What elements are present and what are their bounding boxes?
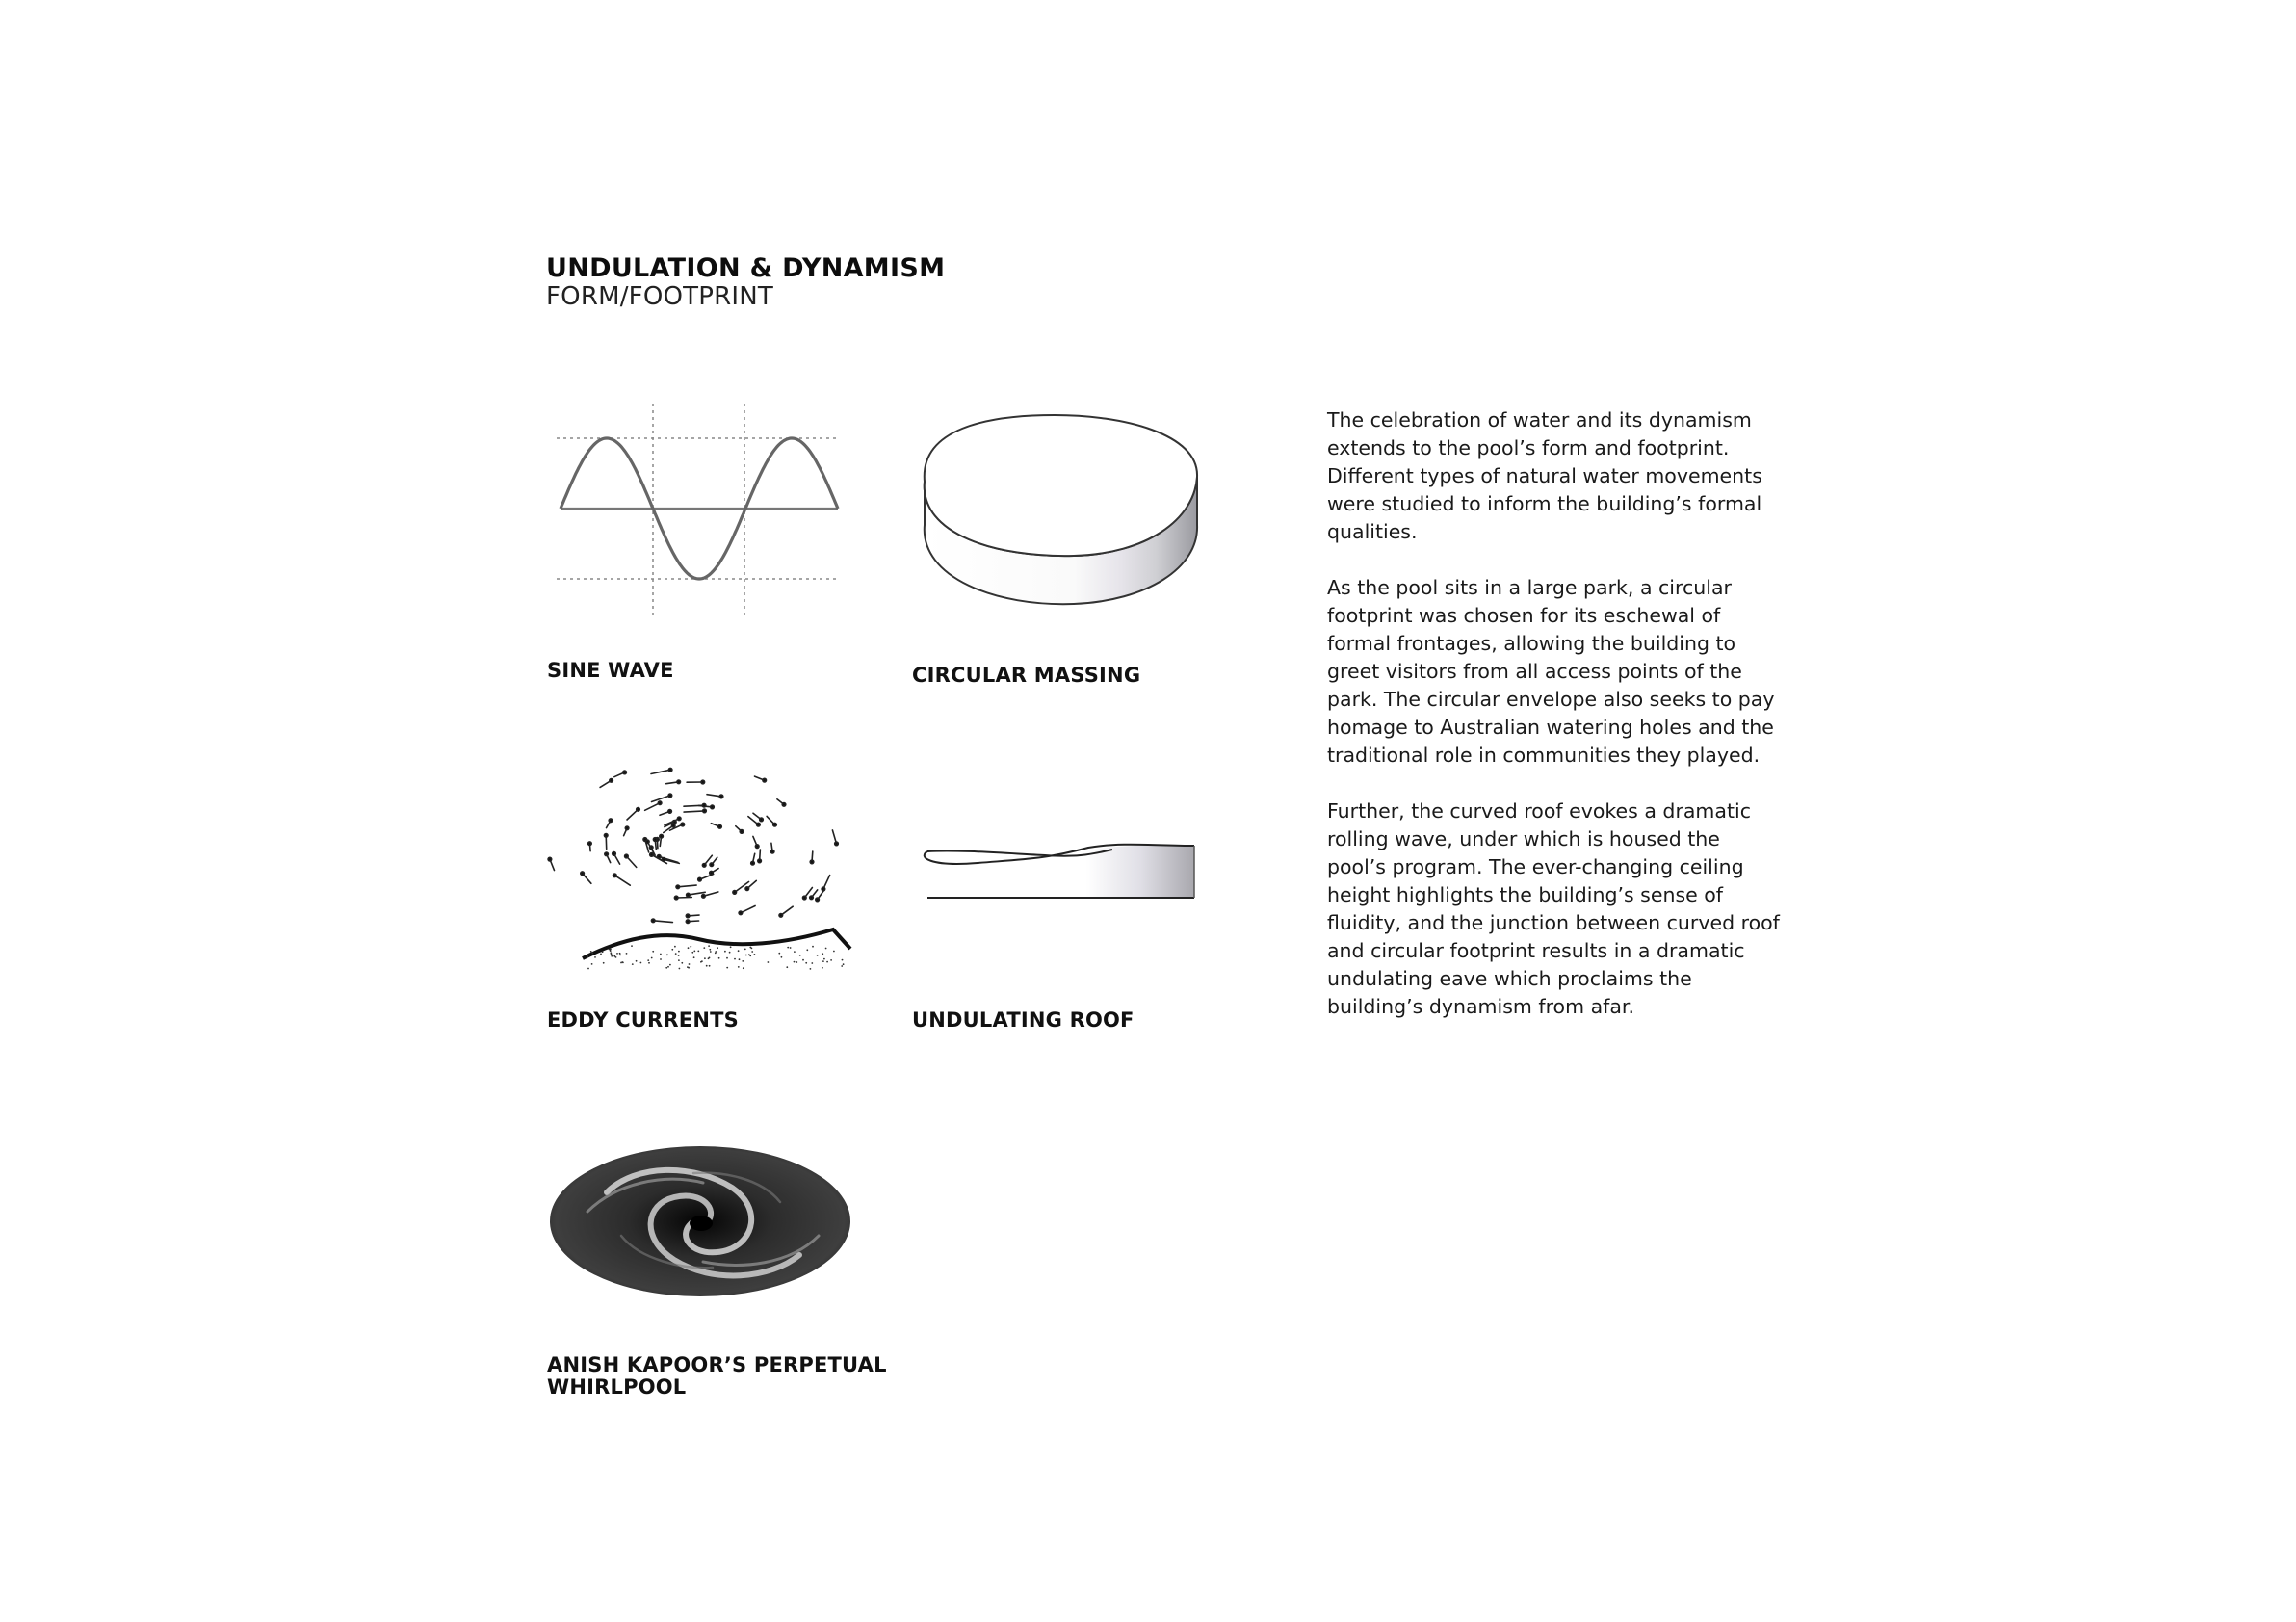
- eddy-arrowhead: [548, 857, 552, 861]
- eddy-arrowhead: [643, 838, 647, 842]
- ground-stipple: [631, 945, 633, 947]
- ground-stipple: [648, 962, 650, 964]
- ground-stipple: [754, 954, 756, 955]
- body-text: [1327, 406, 1780, 1049]
- ground-stipple: [619, 955, 621, 956]
- eddy-arrowhead: [609, 819, 613, 823]
- ground-stipple: [708, 945, 710, 947]
- ground-stipple: [794, 951, 796, 953]
- ground-stipple: [678, 955, 680, 956]
- ground-stipple: [790, 947, 792, 949]
- eddy-arrow: [678, 885, 696, 887]
- eddy-arrowhead: [677, 817, 681, 821]
- eddy-arrowhead: [660, 834, 664, 838]
- ground-stipple: [610, 950, 612, 952]
- ground-stipple: [810, 968, 812, 970]
- eddy-arrowhead: [733, 891, 737, 895]
- ground-stipple: [823, 958, 825, 960]
- ground-stipple: [687, 966, 689, 968]
- eddy-arrow: [614, 876, 630, 885]
- eddy-arrowhead: [701, 780, 705, 784]
- eddy-arrowhead: [758, 859, 762, 863]
- ground-stipple: [726, 957, 728, 959]
- ground-stipple: [665, 967, 667, 969]
- eddy-arrowhead: [651, 919, 655, 923]
- ground-stipple: [729, 952, 731, 954]
- ground-stipple: [671, 949, 673, 951]
- ground-stipple: [724, 951, 726, 953]
- caption-whirlpool-line2: WHIRLPOOL: [547, 1375, 687, 1399]
- ground-stipple: [675, 953, 677, 955]
- caption-eddy-currents: EDDY CURRENTS: [547, 1008, 739, 1032]
- ground-stipple: [614, 955, 616, 957]
- ground-stipple: [674, 946, 676, 948]
- ground-stipple: [806, 949, 808, 951]
- ground-stipple: [781, 956, 783, 958]
- eddy-arrowhead: [668, 794, 672, 798]
- ground-stipple: [748, 954, 750, 955]
- eddy-currents-sketch: [544, 742, 857, 973]
- ground-stipple: [609, 949, 611, 951]
- eddy-arrowhead: [702, 864, 706, 868]
- eddy-arrowhead: [751, 861, 755, 865]
- ground-stipple: [690, 946, 691, 948]
- eddy-arrowhead: [718, 825, 722, 829]
- eddy-arrowhead: [657, 855, 661, 859]
- eddy-arrowhead: [703, 809, 707, 813]
- eddy-arrowhead: [676, 885, 680, 889]
- eddy-arrowhead: [588, 842, 592, 846]
- ground-stipple: [626, 953, 628, 955]
- ground-stipple: [799, 955, 801, 956]
- eddy-arrowhead: [773, 823, 777, 826]
- ground-stipple: [669, 964, 671, 966]
- eddy-arrowhead: [810, 896, 814, 900]
- ground-stipple: [636, 960, 638, 962]
- ground-stipple: [822, 953, 823, 955]
- ground-stipple: [603, 962, 605, 964]
- ground-stipple: [739, 958, 741, 960]
- caption-undulating-roof: UNDULATING ROOF: [912, 1008, 1135, 1032]
- page-heading: [546, 254, 945, 310]
- eddy-arrowhead: [779, 914, 783, 918]
- body-paragraph-3: Further, the curved roof evokes a dramatic rolling wave, under which is housed the pool’s program. The ever-changing ceiling height highlights the building’s sense of fluidity, and the junction between curved roof and circular footprint results in a dramatic undulating eave which proclaims the building’s dynamism from afar.: [1327, 799, 1780, 1018]
- ground-stipple: [660, 958, 662, 960]
- eddy-arrowhead: [637, 808, 640, 812]
- ground-stipple: [700, 961, 702, 963]
- ground-stipple: [718, 957, 720, 959]
- ground-stipple: [805, 962, 807, 964]
- eddy-arrowhead: [803, 896, 807, 900]
- ground-stipple: [591, 953, 593, 955]
- ground-stipple: [647, 959, 649, 961]
- body-paragraph-1: The celebration of water and its dynamism extends to the pool’s form and footprint. Different types of natural water movements were studied to inform the building’s formal qualities.: [1327, 408, 1762, 543]
- ground-stipple: [688, 947, 690, 949]
- eddy-arrowhead: [745, 887, 749, 891]
- ground-stipple: [709, 949, 711, 951]
- ground-stipple: [751, 951, 753, 953]
- ground-stipple: [611, 955, 613, 957]
- ground-stipple: [706, 965, 708, 967]
- ground-stipple: [768, 961, 770, 963]
- ground-stipple: [830, 959, 832, 961]
- caption-whirlpool: [547, 1354, 887, 1399]
- eddy-arrow: [684, 805, 704, 806]
- ground-stipple: [717, 947, 718, 949]
- ground-stipple: [833, 951, 835, 953]
- ground-stipple: [703, 947, 705, 949]
- eddy-arrowhead: [760, 818, 764, 822]
- ground-stipple: [709, 957, 711, 959]
- page-title: UNDULATION & DYNAMISM: [546, 253, 946, 283]
- eddy-arrowhead: [581, 872, 585, 876]
- ground-stipple: [689, 963, 691, 965]
- page-subtitle: FORM/FOOTPRINT: [546, 282, 773, 311]
- ground-stipple: [594, 956, 596, 958]
- ground-stipple: [693, 951, 695, 953]
- eddy-arrowhead: [719, 795, 723, 798]
- ground-stipple: [652, 951, 654, 953]
- eddy-arrowhead: [816, 898, 820, 902]
- ground-stipple: [817, 955, 819, 956]
- ground-stipple: [841, 965, 843, 967]
- ground-stipple: [710, 951, 712, 953]
- eddy-arrowhead: [625, 826, 629, 830]
- ground-stipple: [678, 951, 680, 953]
- eddy-arrowhead: [686, 920, 690, 924]
- eddy-arrowhead: [711, 805, 715, 809]
- eddy-arrowhead: [782, 803, 786, 807]
- eddy-arrowhead: [681, 823, 685, 826]
- ground-stipple: [749, 947, 751, 949]
- eddy-arrowhead: [755, 845, 759, 849]
- ground-stipple: [678, 959, 680, 961]
- ground-stipple: [749, 955, 751, 957]
- ground-stipple: [786, 966, 788, 968]
- ground-stipple: [822, 960, 824, 962]
- ground-stipple: [611, 954, 613, 955]
- eddy-arrowhead: [650, 853, 654, 857]
- eddy-arrowhead: [610, 779, 613, 783]
- ground-stipple: [734, 958, 736, 960]
- ground-stipple: [812, 946, 814, 948]
- ground-stipple: [778, 953, 780, 955]
- ground-stipple: [587, 968, 589, 970]
- ground-stipple: [843, 963, 845, 965]
- ground-stipple: [822, 967, 823, 969]
- ground-stipple: [590, 951, 592, 953]
- eddy-arrowhead: [613, 874, 617, 877]
- eddy-arrowhead: [835, 842, 839, 846]
- ground-stipple: [591, 963, 593, 965]
- eddy-arrowhead: [702, 895, 706, 899]
- eddy-arrowhead: [810, 860, 814, 864]
- ground-stipple: [632, 963, 634, 965]
- ground-stipple: [726, 967, 728, 969]
- eddy-arrowhead: [613, 852, 616, 856]
- ground-stipple: [802, 959, 804, 961]
- ground-stipple: [697, 951, 699, 953]
- ground-stipple: [709, 965, 711, 967]
- eddy-arrowhead: [605, 852, 609, 856]
- ground-stipple: [602, 951, 604, 953]
- whirlpool-photo: [549, 1144, 852, 1298]
- ground-stipple: [693, 956, 695, 958]
- ground-stipple: [704, 957, 706, 959]
- ground-stipple: [587, 955, 588, 957]
- ground-stipple: [660, 954, 662, 955]
- eddy-arrowhead: [686, 914, 690, 918]
- caption-sine-wave: SINE WAVE: [547, 659, 674, 682]
- ground-stipple: [715, 953, 717, 955]
- eddy-arrowhead: [698, 877, 702, 881]
- ground-stipple: [745, 955, 747, 956]
- ground-stipple: [640, 962, 642, 964]
- ground-stipple: [600, 954, 602, 955]
- eddy-arrowhead: [739, 911, 743, 915]
- ground-stipple: [826, 961, 828, 963]
- ground-stipple: [796, 961, 797, 963]
- eddy-arrowhead: [677, 780, 681, 784]
- ground-stipple: [679, 968, 681, 970]
- ground-stipple: [691, 952, 693, 954]
- eddy-arrowhead: [625, 854, 629, 858]
- eddy-arrow: [684, 811, 704, 812]
- eddy-arrowhead: [604, 834, 608, 838]
- eddy-arrowhead: [674, 896, 678, 900]
- eddy-arrowhead: [687, 893, 691, 897]
- sine-wave-diagram: [549, 400, 848, 621]
- ground-stipple: [730, 946, 732, 948]
- ground-stipple: [743, 967, 744, 969]
- eddy-arrow: [653, 921, 672, 923]
- eddy-arrowhead: [710, 863, 714, 867]
- ground-stipple: [794, 961, 796, 963]
- ground-stipple: [738, 950, 740, 952]
- ground-stipple: [842, 959, 844, 961]
- undulating-roof-drawing: [920, 838, 1209, 905]
- eddy-arrowhead: [668, 810, 672, 814]
- eddy-arrowhead: [763, 778, 767, 782]
- eddy-arrowhead: [671, 824, 675, 827]
- ground-stipple: [667, 966, 669, 968]
- eddy-arrowhead: [740, 830, 744, 834]
- ground-stipple: [651, 957, 653, 959]
- ground-stipple: [825, 948, 827, 950]
- eddy-arrowhead: [623, 771, 627, 774]
- eddy-arrowhead: [668, 768, 672, 772]
- caption-circular-massing: CIRCULAR MASSING: [912, 664, 1141, 687]
- ground-stipple: [666, 954, 668, 955]
- ground-stipple: [621, 961, 623, 963]
- eddy-arrowhead: [702, 803, 706, 807]
- ground-stipple: [681, 962, 683, 964]
- caption-whirlpool-line1: ANISH KAPOOR’S PERPETUAL: [547, 1353, 887, 1376]
- ground-stipple: [787, 947, 789, 949]
- ground-stipple: [616, 953, 618, 955]
- eddy-arrowhead: [757, 823, 761, 826]
- eddy-arrowhead: [653, 838, 657, 842]
- ground-stipple: [742, 960, 744, 962]
- eddy-arrowhead: [770, 850, 774, 853]
- body-paragraph-2: As the pool sits in a large park, a circular footprint was chosen for its eschewal of formal frontages, allowing the building to greet visitors from all access points of the park. The circular envelope also seeks to pay homage to Australian watering holes and the traditional role in communities they played.: [1327, 576, 1775, 767]
- ground-stipple: [811, 962, 813, 964]
- eddy-arrow: [651, 770, 670, 773]
- ground-stipple: [744, 949, 746, 951]
- ground-stipple: [619, 953, 621, 955]
- circular-massing-drawing: [920, 409, 1204, 616]
- ground-stipple: [738, 966, 740, 968]
- eddy-arrowhead: [658, 801, 662, 805]
